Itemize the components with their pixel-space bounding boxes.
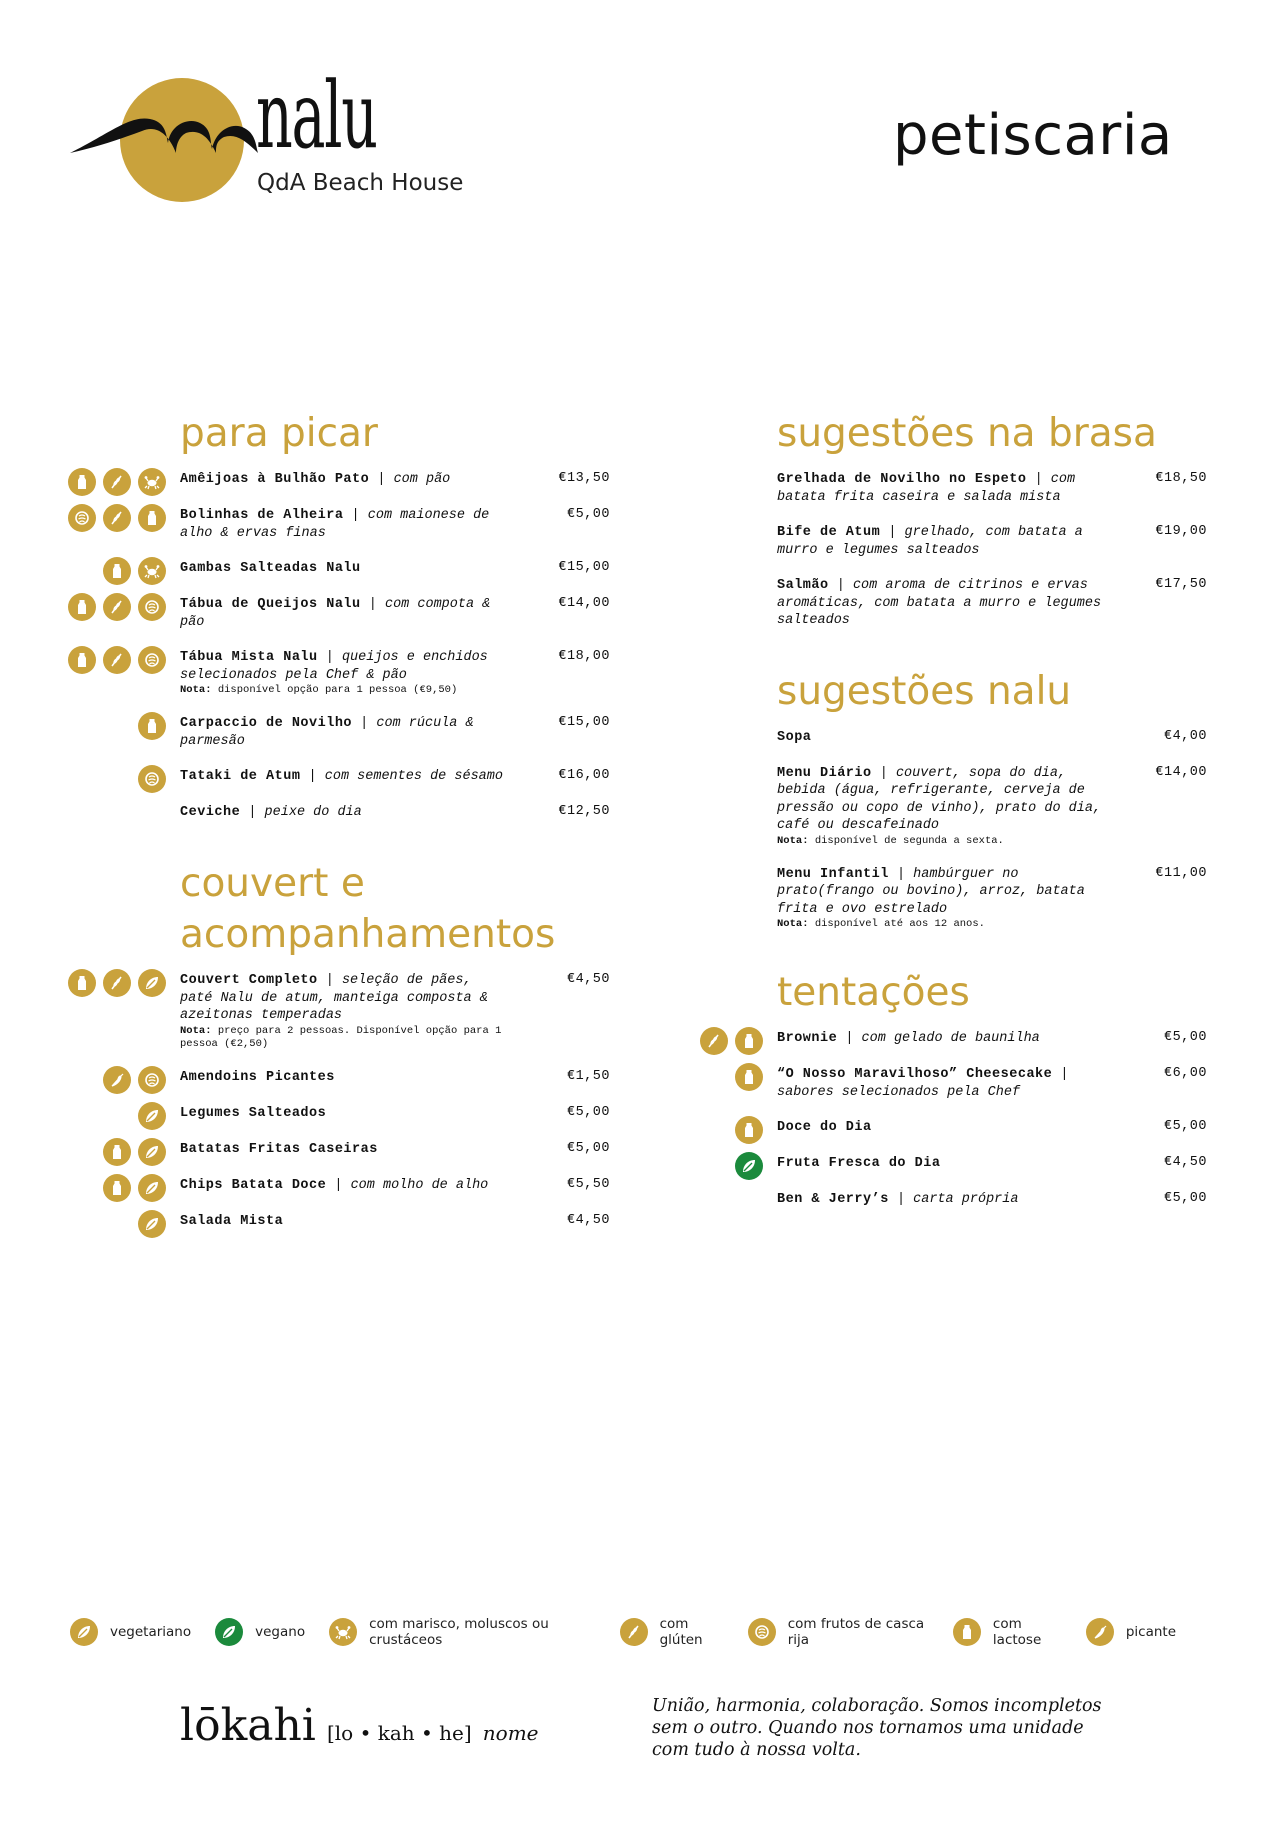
lactose-icon [138, 504, 166, 532]
vegetarian-icon [138, 1138, 166, 1166]
menu-item-note-text: disponível até aos 12 anos. [814, 918, 985, 930]
allergen-icons [103, 1066, 166, 1094]
vegetarian-icon [138, 1102, 166, 1130]
menu-item-price: €5,00 [566, 1104, 610, 1120]
lactose-icon [68, 969, 96, 997]
menu-item-name: Tábua Mista Nalu [180, 650, 318, 665]
legend-item [620, 1616, 724, 1648]
legend-label: vegetariano [110, 1624, 192, 1640]
menu-item-text [777, 729, 1102, 747]
allergen-icons [138, 1102, 166, 1130]
lokahi-part-of-speech: nome [482, 1721, 539, 1745]
menu-item [777, 1030, 1207, 1048]
menu-item [180, 560, 610, 578]
menu-item [777, 524, 1207, 559]
menu-item [777, 471, 1207, 506]
menu-item-name: Amêijoas à Bulhão Pato [180, 472, 370, 487]
menu-item-text [180, 715, 505, 750]
menu-item-name: Sopa [777, 729, 812, 745]
legend-label: com lactose [992, 1616, 1042, 1648]
menu-item-name: Bife de Atum [777, 525, 881, 540]
menu-item-separator: | [1034, 472, 1043, 487]
menu-item-separator: | [896, 1192, 906, 1207]
menu-item-text [777, 577, 1102, 630]
menu-item-price: €12,50 [558, 804, 610, 819]
logo-subtitle: QdA Beach House [257, 170, 464, 196]
menu-item-name: Tataki de Atum [180, 769, 301, 784]
gluten-icon [620, 1618, 648, 1646]
legend-label: com marisco, moluscos ou crustáceos [369, 1616, 549, 1648]
menu-item-note-text: preço para 2 pessoas. Disponível opção para 1 pessoa (€2,50) [180, 1024, 502, 1050]
allergen-icons [68, 504, 166, 532]
menu-item-separator: | [308, 769, 317, 784]
menu-item-price: €4,00 [1163, 728, 1207, 744]
menu-item-price: €4,50 [566, 972, 610, 987]
menu-item-name: Batatas Fritas Caseiras [180, 1141, 378, 1157]
gluten-icon [103, 969, 131, 997]
menu-item-description: sabores selecionados pela Chef [777, 1084, 1021, 1100]
menu-item-name: Tábua de Queijos Nalu [180, 597, 361, 612]
menu-item-price: €19,00 [1155, 524, 1207, 539]
vegetarian-icon [70, 1618, 98, 1646]
menu-item-text [777, 1030, 1102, 1048]
menu-item-text [180, 1177, 505, 1195]
menu-item-note-label: Nota: [180, 1024, 212, 1037]
shellfish-icon [138, 468, 166, 496]
legend-item [748, 1616, 929, 1648]
lactose-icon [735, 1063, 763, 1091]
menu-item [777, 1119, 1207, 1137]
menu-item-price: €5,00 [1163, 1030, 1207, 1045]
nuts-icon [68, 504, 96, 532]
allergen-icons [103, 557, 166, 585]
vegan-icon [215, 1618, 243, 1646]
section-title: para picar [180, 411, 378, 456]
menu-item-description: seleção de pães, paté Nalu de atum, manteiga composta & azeitonas temperadas [180, 973, 488, 1023]
vegetarian-icon [138, 1174, 166, 1202]
menu-item-description: peixe do dia [264, 805, 362, 820]
menu-item [180, 596, 610, 631]
spicy-icon [103, 1066, 131, 1094]
menu-item-note [777, 918, 1102, 931]
menu-item-name: Carpaccio de Novilho [180, 716, 353, 731]
menu-item-description: com sementes de sésamo [324, 769, 503, 784]
menu-item-separator: | [836, 578, 845, 593]
menu-item [777, 577, 1207, 630]
gluten-icon [103, 593, 131, 621]
menu-item-price: €18,00 [558, 649, 610, 664]
menu-item-description: com molho de alho [350, 1177, 489, 1193]
lokahi-word: lōkahi [180, 1700, 316, 1751]
allergen-icons [735, 1063, 763, 1091]
allergen-icons [68, 593, 166, 621]
allergen-legend [70, 1614, 1200, 1650]
nuts-icon [748, 1618, 776, 1646]
menu-item-note-label: Nota: [777, 918, 809, 930]
menu-item [180, 972, 610, 1051]
logo-wordmark: nalu [256, 62, 377, 169]
menu-item-description: com batata frita caseira e salada mista [777, 472, 1076, 505]
menu-item [180, 1069, 610, 1087]
menu-item-note-label: Nota: [180, 684, 212, 696]
menu-item-price: €5,50 [566, 1176, 610, 1192]
lokahi-definition [180, 1700, 539, 1751]
menu-item-name: Legumes Salteados [180, 1105, 327, 1121]
menu-item [777, 1155, 1207, 1173]
menu-item-description: com maionese de alho & ervas finas [180, 508, 490, 541]
menu-item-price: €13,50 [558, 471, 610, 486]
allergen-icons [103, 1174, 166, 1202]
menu-item-text [180, 1105, 505, 1123]
menu-item-description: com compota & pão [180, 597, 491, 630]
menu-item-description: com gelado de baunilha [861, 1031, 1040, 1046]
menu-item-separator: | [325, 973, 334, 988]
menu-section [180, 858, 610, 1231]
legend-item [1086, 1618, 1176, 1646]
menu-column-right [777, 408, 1207, 1227]
gluten-icon [103, 646, 131, 674]
page-title: petiscaria [893, 103, 1173, 168]
lactose-icon [68, 593, 96, 621]
menu-item-name: Menu Infantil [777, 866, 889, 882]
nuts-icon [138, 1066, 166, 1094]
menu-item-name: Ben & Jerry’s [777, 1192, 889, 1207]
menu-item-text [777, 765, 1102, 848]
menu-item-separator: | [879, 765, 888, 781]
legend-item [70, 1618, 191, 1646]
vegetarian-icon [138, 969, 166, 997]
menu-item [777, 729, 1207, 747]
allergen-icons [138, 1210, 166, 1238]
legend-label: com frutos de casca rija [787, 1616, 925, 1648]
lactose-icon [103, 1138, 131, 1166]
legend-label: vegano [255, 1624, 306, 1640]
menu-item-price: €14,00 [1155, 764, 1207, 780]
lactose-icon [735, 1116, 763, 1144]
nuts-icon [138, 646, 166, 674]
menu-item-text [180, 1069, 505, 1087]
section-title: couvert e acompanhamentos [180, 861, 556, 957]
menu-item [777, 765, 1207, 848]
menu-item-note [180, 1025, 505, 1051]
menu-item-text [777, 1155, 1102, 1173]
menu-item-name: Salmão [777, 578, 829, 593]
menu-item-price: €1,50 [566, 1068, 610, 1084]
lactose-icon [68, 646, 96, 674]
menu-item-separator: | [377, 472, 386, 487]
menu-item-description: queijos e enchidos selecionados pela Chef & pão [180, 650, 488, 683]
allergen-icons [68, 646, 166, 674]
menu-item-price: €15,00 [558, 560, 610, 575]
lactose-icon [103, 1174, 131, 1202]
menu-item-text [180, 1141, 505, 1159]
allergen-icons [68, 468, 166, 496]
menu-column-left [180, 408, 610, 1249]
menu-item [777, 866, 1207, 932]
menu-item [180, 649, 610, 697]
menu-item-text [777, 524, 1102, 559]
lactose-icon [953, 1618, 981, 1646]
menu-item-name: Bolinhas de Alheira [180, 508, 344, 523]
menu-item-text [180, 471, 505, 489]
menu-item-price: €6,00 [1163, 1066, 1207, 1081]
lactose-icon [103, 557, 131, 585]
menu-item-separator: | [325, 650, 334, 665]
menu-item-text [777, 1191, 1102, 1209]
menu-item-name: Chips Batata Doce [180, 1177, 327, 1193]
menu-section [777, 666, 1207, 932]
menu-item-separator: | [1060, 1067, 1069, 1082]
menu-item-price: €4,50 [566, 1212, 610, 1228]
menu-item-separator: | [896, 866, 906, 882]
menu-item-separator: | [368, 597, 377, 612]
section-title: sugestões nalu [777, 668, 1072, 714]
legend-item [215, 1618, 305, 1646]
allergen-icons [735, 1152, 763, 1180]
menu-item-separator: | [334, 1177, 343, 1193]
menu-section [777, 967, 1207, 1209]
menu-item [777, 1191, 1207, 1209]
allergen-icons [735, 1116, 763, 1144]
menu-item [180, 715, 610, 750]
menu-item-price: €17,50 [1155, 577, 1207, 592]
allergen-icons [700, 1027, 763, 1055]
menu-item-note [777, 835, 1102, 848]
menu-item-name: Gambas Salteadas Nalu [180, 561, 361, 576]
lokahi-pronunciation: [lo • kah • he] [326, 1721, 472, 1745]
footer-quote: União, harmonia, colaboração. Somos incompletos sem o outro. Quando nos tornamos uma unidade com tudo à nossa volta. [652, 1696, 1102, 1760]
menu-item-separator: | [248, 805, 257, 820]
menu-item [180, 768, 610, 786]
menu-item [777, 1066, 1207, 1101]
menu-item [180, 1141, 610, 1159]
menu-item-name: Doce do Dia [777, 1120, 872, 1135]
menu-item-text [777, 1066, 1102, 1101]
menu-item-text [180, 507, 505, 542]
section-title: tentações [777, 970, 970, 1015]
legend-label: com glúten [659, 1616, 703, 1648]
menu-item-text [777, 471, 1102, 506]
menu-item-note [180, 684, 505, 697]
menu-item-price: €11,00 [1155, 865, 1207, 881]
menu-item-name: Ceviche [180, 805, 241, 820]
menu-item-price: €5,00 [566, 507, 610, 522]
menu-item-text [180, 560, 505, 578]
menu-item-text [180, 596, 505, 631]
menu-item-separator: | [888, 525, 897, 540]
shellfish-icon [138, 557, 166, 585]
menu-item-price: €15,00 [558, 715, 610, 730]
lactose-icon [138, 712, 166, 740]
vegan-icon [735, 1152, 763, 1180]
menu-item [180, 1177, 610, 1195]
allergen-icons [138, 712, 166, 740]
menu-item-note-text: disponível opção para 1 pessoa (€9,50) [217, 684, 458, 696]
menu-item-text [777, 866, 1102, 932]
nuts-icon [138, 593, 166, 621]
lactose-icon [735, 1027, 763, 1055]
menu-item-name: Couvert Completo [180, 973, 318, 988]
menu-item-description: grelhado, com batata a murro e legumes salteados [777, 525, 1083, 558]
menu-item-price: €5,00 [566, 1140, 610, 1156]
menu-item-name: Amendoins Picantes [180, 1069, 335, 1085]
menu-item-note-text: disponível de segunda a sexta. [814, 834, 1004, 847]
menu-item-separator: | [360, 716, 369, 731]
menu-item-price: €14,00 [558, 596, 610, 611]
menu-item-description: com pão [393, 472, 451, 487]
menu-item-text [180, 972, 505, 1051]
menu-item-name: Grelhada de Novilho no Espeto [777, 472, 1027, 487]
menu-section [180, 408, 610, 822]
menu-item-name: Brownie [777, 1031, 838, 1046]
menu-item [180, 507, 610, 542]
lactose-icon [68, 468, 96, 496]
menu-item-name: “O Nosso Maravilhoso” Cheesecake [777, 1067, 1053, 1082]
vegetarian-icon [138, 1210, 166, 1238]
allergen-icons [103, 1138, 166, 1166]
gluten-icon [103, 468, 131, 496]
menu-item-text [180, 649, 505, 697]
menu-item-text [180, 804, 505, 822]
menu-item-price: €5,00 [1163, 1119, 1207, 1134]
menu-item-name: Fruta Fresca do Dia [777, 1156, 941, 1171]
menu-item-price: €5,00 [1163, 1191, 1207, 1206]
allergen-icons [68, 969, 166, 997]
menu-item-description: com rúcula & parmesão [180, 716, 474, 749]
menu-item-separator: | [845, 1031, 854, 1046]
menu-item [180, 1105, 610, 1123]
menu-item-price: €16,00 [558, 768, 610, 783]
menu-item-description: carta própria [913, 1192, 1019, 1207]
section-title: sugestões na brasa [777, 411, 1157, 456]
menu-section [777, 408, 1207, 630]
menu-item-text [180, 1213, 505, 1231]
legend-item [953, 1616, 1062, 1648]
menu-item-separator: | [351, 508, 360, 523]
spicy-icon [1086, 1618, 1114, 1646]
allergen-icons [138, 765, 166, 793]
menu-item-text [777, 1119, 1102, 1137]
gluten-icon [103, 504, 131, 532]
menu-item [180, 1213, 610, 1231]
menu-item-description: couvert, sopa do dia, bebida (água, refrigerante, cerveja de pressão ou copo de vinho), prato do dia, café ou descafeinado [777, 765, 1102, 833]
menu-item [180, 471, 610, 489]
legend-label: picante [1125, 1624, 1177, 1640]
menu-item-price: €18,50 [1155, 471, 1207, 486]
menu-item-name: Menu Diário [777, 765, 872, 781]
menu-item [180, 804, 610, 822]
nuts-icon [138, 765, 166, 793]
menu-item-text [180, 768, 505, 786]
shellfish-icon [329, 1618, 357, 1646]
gluten-icon [700, 1027, 728, 1055]
menu-item-name: Salada Mista [180, 1213, 284, 1229]
menu-item-description: hambúrguer no prato(frango ou bovino), arroz, batata frita e ovo estrelado [777, 866, 1085, 917]
legend-item [329, 1616, 595, 1648]
menu-item-description: com aroma de citrinos e ervas aromáticas, com batata a murro e legumes salteados [777, 578, 1102, 628]
menu-item-note-label: Nota: [777, 834, 809, 847]
menu-item-price: €4,50 [1163, 1155, 1207, 1170]
